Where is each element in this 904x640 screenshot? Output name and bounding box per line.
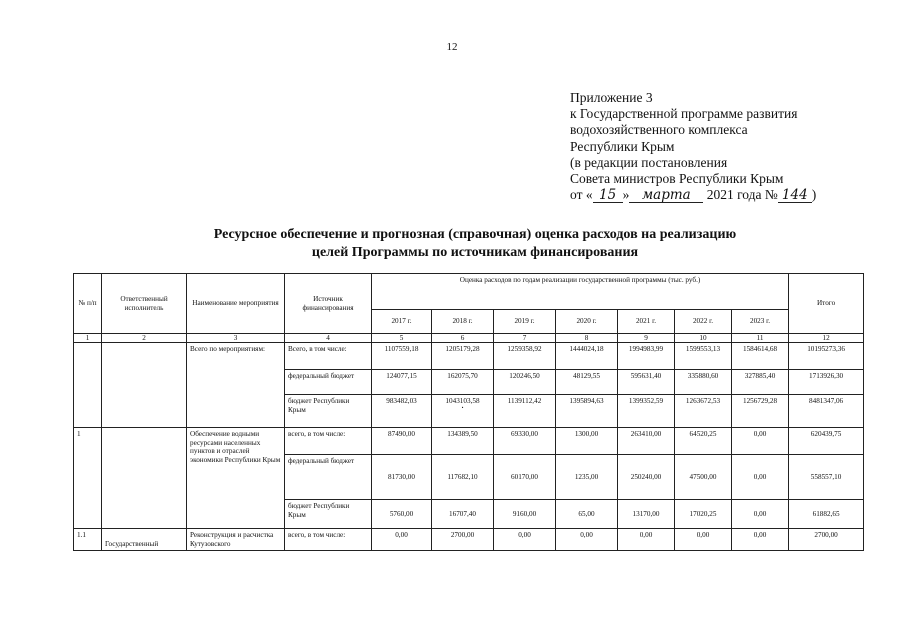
value-cell: 1107559,18 <box>372 343 432 370</box>
header-year: 2018 г. <box>432 310 494 334</box>
table-row <box>74 343 864 370</box>
value-cell: 0,00 <box>732 428 789 455</box>
column-index: 5 <box>372 334 432 343</box>
value-cell: 1584614,68 <box>732 343 789 370</box>
appendix-line: Республики Крым <box>570 138 675 154</box>
value-cell: 69330,00 <box>494 428 556 455</box>
total-cell: 10195273,36 <box>789 343 864 370</box>
value-cell: 1994983,99 <box>618 343 675 370</box>
value-cell: 162075,70 <box>432 370 494 395</box>
appendix-line: водохозяйственного комплекса <box>570 122 748 138</box>
value-cell: 0,00 <box>675 529 732 551</box>
value-cell: 0,00 <box>618 529 675 551</box>
header-executor: Ответственный исполнитель <box>102 274 187 334</box>
value-cell: 1395894,63 <box>556 395 618 428</box>
scan-dot: · <box>460 402 465 414</box>
value-cell: 65,00 <box>556 500 618 529</box>
total-cell: 620439,75 <box>789 428 864 455</box>
value-cell: 1399352,59 <box>618 395 675 428</box>
total-cell: 558557,10 <box>789 455 864 500</box>
row-num: 1.1 <box>74 529 102 551</box>
header-year: 2023 г. <box>732 310 789 334</box>
column-index: 7 <box>494 334 556 343</box>
column-index: 1 <box>74 334 102 343</box>
header-total: Итого <box>789 274 864 334</box>
value-cell: 263410,00 <box>618 428 675 455</box>
value-cell: 2700,00 <box>432 529 494 551</box>
resource-table <box>73 273 864 551</box>
value-cell: 0,00 <box>732 455 789 500</box>
row-source: федеральный бюджет <box>285 455 372 500</box>
table-row <box>74 428 864 455</box>
handwritten-day: 15 <box>593 188 623 203</box>
value-cell: 1444024,18 <box>556 343 618 370</box>
value-text: 1043103,58 <box>445 397 480 406</box>
title-line-2: целей Программы по источникам финансирования <box>311 244 639 260</box>
header-row <box>74 274 864 310</box>
document-title <box>150 226 800 261</box>
value-cell: 1300,00 <box>556 428 618 455</box>
value-cell: 1235,00 <box>556 455 618 500</box>
header-year: 2019 г. <box>494 310 556 334</box>
row-source: Всего, в том числе: <box>285 343 372 370</box>
appendix-line: (в редакции постановления <box>570 154 728 170</box>
value-cell: 1205179,28 <box>432 343 494 370</box>
column-index: 10 <box>675 334 732 343</box>
value-cell: 1139112,42 <box>494 395 556 428</box>
header-source: Источник финансирования <box>285 274 372 334</box>
row-executor <box>102 428 187 529</box>
column-index: 12 <box>789 334 864 343</box>
appendix-line: к Государственной программе развития <box>570 106 798 122</box>
value-cell: 5760,00 <box>372 500 432 529</box>
appendix-date-line <box>570 187 870 203</box>
total-cell: 1713926,30 <box>789 370 864 395</box>
value-cell: 17020,25 <box>675 500 732 529</box>
header-event: Наименование мероприятия <box>187 274 285 334</box>
quote-close: » <box>622 187 630 203</box>
handwritten-month: марта <box>629 188 703 203</box>
row-source: бюджет Республики Крым <box>285 500 372 529</box>
total-cell: 61882,65 <box>789 500 864 529</box>
row-source: федеральный бюджет <box>285 370 372 395</box>
value-cell: 0,00 <box>732 529 789 551</box>
header-year: 2020 г. <box>556 310 618 334</box>
value-cell: 1263672,53 <box>675 395 732 428</box>
column-index: 11 <box>732 334 789 343</box>
value-cell: 327885,40 <box>732 370 789 395</box>
title-line-1: Ресурсное обеспечение и прогнозная (справочная) оценка расходов на реализацию <box>213 227 737 242</box>
value-cell: 0,00 <box>556 529 618 551</box>
value-cell: 983482,03 <box>372 395 432 428</box>
value-cell: 9160,00 <box>494 500 556 529</box>
value-cell: 1259358,92 <box>494 343 556 370</box>
header-years-group: Оценка расходов по годам реализации государственной программы (тыс. руб.) <box>372 274 789 310</box>
column-index: 8 <box>556 334 618 343</box>
value-cell: 1256729,28 <box>732 395 789 428</box>
column-index: 6 <box>432 334 494 343</box>
value-cell: 124077,15 <box>372 370 432 395</box>
date-prefix: от « <box>570 187 593 203</box>
total-cell: 8481347,06 <box>789 395 864 428</box>
column-index: 9 <box>618 334 675 343</box>
value-cell: 16707,40 <box>432 500 494 529</box>
row-executor <box>102 343 187 428</box>
total-cell: 2700,00 <box>789 529 864 551</box>
value-cell: 250240,00 <box>618 455 675 500</box>
row-num <box>74 343 102 428</box>
value-cell: 0,00 <box>494 529 556 551</box>
appendix-block <box>570 90 870 203</box>
header-year: 2017 г. <box>372 310 432 334</box>
page-number: 12 <box>446 41 458 53</box>
header-year: 2022 г. <box>675 310 732 334</box>
value-cell: 0,00 <box>732 500 789 529</box>
header-num: № п/п <box>74 274 102 334</box>
appendix-line: Совета министров Республики Крым <box>570 171 784 187</box>
row-event: Всего по мероприятиям: <box>187 343 285 428</box>
row-source: бюджет Республики Крым <box>285 395 372 428</box>
appendix-line: Приложение 3 <box>570 90 653 105</box>
value-cell: 48129,55 <box>556 370 618 395</box>
value-cell: 134389,50 <box>432 428 494 455</box>
column-index: 4 <box>285 334 372 343</box>
value-cell: 595631,40 <box>618 370 675 395</box>
value-cell: 13170,00 <box>618 500 675 529</box>
value-cell: 117682,10 <box>432 455 494 500</box>
year-text: 2021 года № <box>706 187 778 203</box>
column-index: 2 <box>102 334 187 343</box>
row-event: Обеспечение водными ресурсами населенных пунктов и отраслей экономики Республики Крым <box>187 428 285 529</box>
value-cell: 335880,60 <box>675 370 732 395</box>
value-cell <box>432 395 494 428</box>
column-index: 3 <box>187 334 285 343</box>
row-num: 1 <box>74 428 102 529</box>
row-event: Реконструкция и расчистка Кутузовского <box>187 529 285 551</box>
value-cell: 64520,25 <box>675 428 732 455</box>
value-cell: 120246,50 <box>494 370 556 395</box>
row-source: всего, в том числе: <box>285 428 372 455</box>
value-cell: 60170,00 <box>494 455 556 500</box>
header-year: 2021 г. <box>618 310 675 334</box>
row-source: всего, в том числе: <box>285 529 372 551</box>
value-cell: 81730,00 <box>372 455 432 500</box>
table-row <box>74 529 864 551</box>
row-executor: Государственный <box>102 529 187 551</box>
handwritten-number: 144 <box>778 188 812 203</box>
value-cell: 87490,00 <box>372 428 432 455</box>
value-cell: 1599553,13 <box>675 343 732 370</box>
value-cell: 47500,00 <box>675 455 732 500</box>
value-cell: 0,00 <box>372 529 432 551</box>
closing-paren: ) <box>811 187 817 203</box>
column-index-row <box>74 334 864 343</box>
